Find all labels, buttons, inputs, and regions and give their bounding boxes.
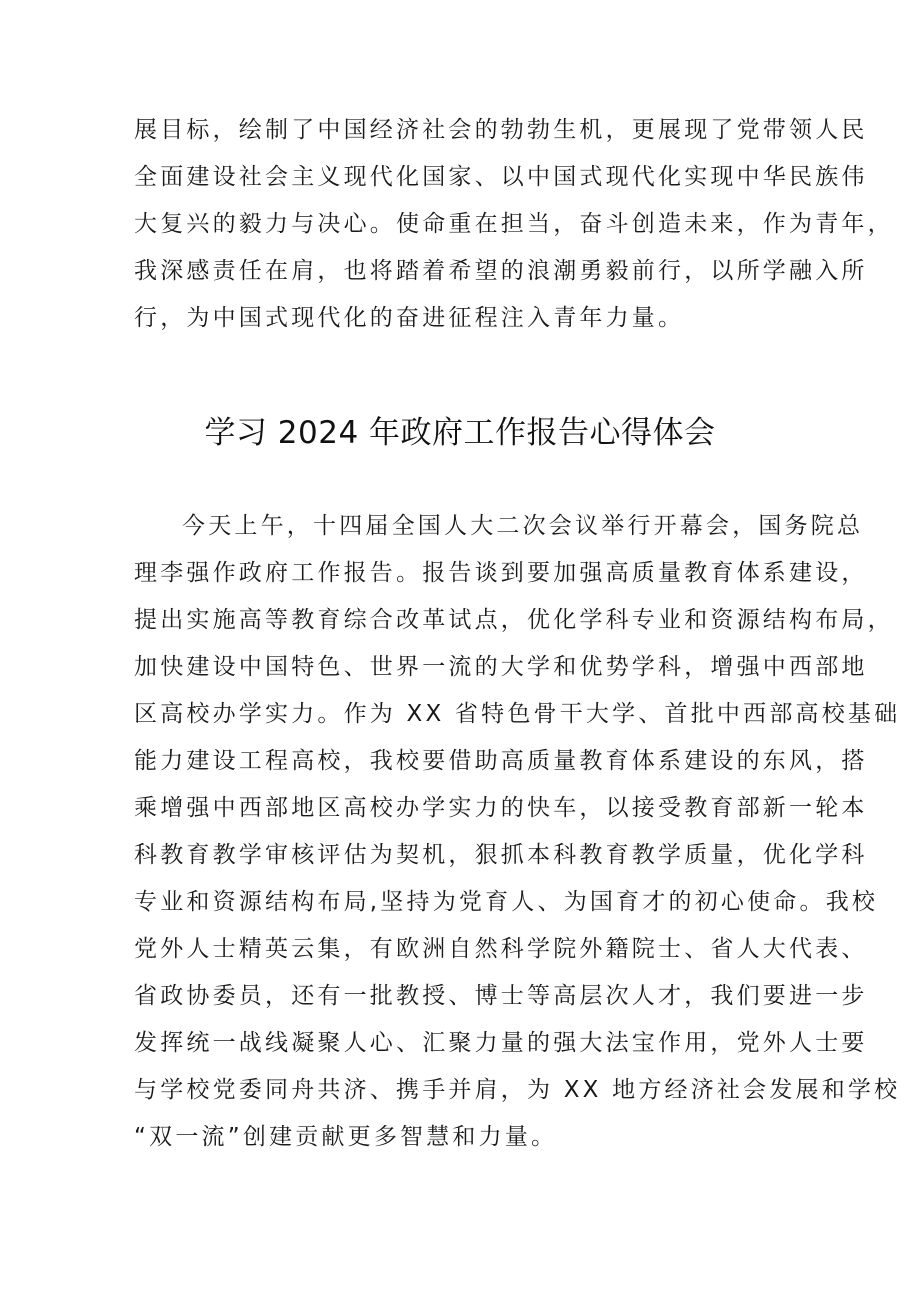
text-line: 展目标，绘制了中国经济社会的勃勃生机，更展现了党带领人民 — [134, 117, 868, 143]
text-line: 科教育教学审核评估为契机，狠抓本科教育教学质量，优化学科 — [134, 842, 868, 868]
body-paragraph — [134, 503, 901, 1161]
text-line: 发挥统一战线凝聚人心、汇聚力量的强大法宝作用，党外人士要 — [134, 1030, 868, 1056]
text-line: 今天上午，十四届全国人大二次会议举行开幕会，国务院总 — [182, 513, 864, 539]
text-line: 党外人士精英云集，有欧洲自然科学院外籍院士、省人大代表、 — [134, 936, 868, 962]
text-line: 乘增强中西部地区高校办学实力的快车，以接受教育部新一轮本 — [134, 795, 868, 821]
text-line: 行，为中国式现代化的奋进征程注入青年力量。 — [134, 305, 685, 331]
text-line: 大复兴的毅力与决心。使命重在担当，奋斗创造未来，作为青年， — [134, 211, 894, 237]
text-line: 理李强作政府工作报告。报告谈到要加强高质量教育体系建设， — [134, 560, 868, 586]
text-line: 专业和资源结构布局,坚持为党育人、为国育才的初心使命。我校 — [134, 889, 879, 915]
text-line: 我深感责任在肩，也将踏着希望的浪潮勇毅前行，以所学融入所 — [134, 258, 868, 284]
text-line: 能力建设工程高校，我校要借助高质量教育体系建设的东风，搭 — [134, 748, 868, 774]
text-line: 与学校党委同舟共济、携手并肩，为 XX 地方经济社会发展和学校 — [134, 1077, 901, 1103]
document-title: 学习 2024 年政府工作报告心得体会 — [204, 415, 716, 451]
text-line: 省政协委员，还有一批教授、博士等高层次人才，我们要进一步 — [134, 983, 868, 1009]
paragraph-continued — [134, 107, 894, 342]
text-line: 全面建设社会主义现代化国家、以中国式现代化实现中华民族伟 — [134, 164, 868, 190]
text-line: 加快建设中国特色、世界一流的大学和优势学科，增强中西部地 — [134, 654, 868, 680]
text-line: “双一流”创建贡献更多智慧和力量。 — [134, 1124, 558, 1150]
text-line: 提出实施高等教育综合改革试点，优化学科专业和资源结构布局， — [134, 607, 894, 633]
text-line: 区高校办学实力。作为 XX 省特色骨干大学、首批中西部高校基础 — [134, 701, 901, 727]
